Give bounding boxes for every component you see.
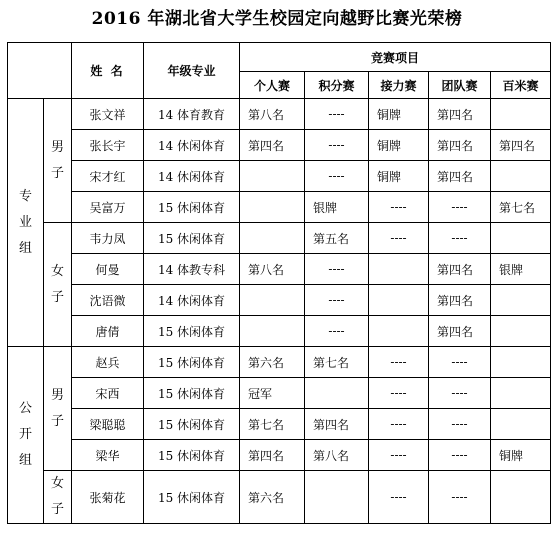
event-result: ---- xyxy=(369,223,429,254)
athlete-grade: 14 体教专科 xyxy=(144,254,240,285)
header-grade: 年级专业 xyxy=(144,43,240,99)
event-result xyxy=(491,316,551,347)
athlete-grade: 15 休闲体育 xyxy=(144,378,240,409)
athlete-name: 张菊花 xyxy=(72,471,144,524)
event-result: 第五名 xyxy=(305,223,369,254)
header-event: 积分赛 xyxy=(305,72,369,99)
athlete-name: 唐倩 xyxy=(72,316,144,347)
event-result: ---- xyxy=(305,99,369,130)
event-result: 银牌 xyxy=(305,192,369,223)
event-result: 第四名 xyxy=(429,99,491,130)
athlete-grade: 15 休闲体育 xyxy=(144,347,240,378)
event-result: 第八名 xyxy=(240,99,305,130)
table-row xyxy=(8,471,551,524)
event-result: ---- xyxy=(305,161,369,192)
event-result: 铜牌 xyxy=(491,440,551,471)
event-result xyxy=(491,285,551,316)
event-result: ---- xyxy=(429,378,491,409)
athlete-grade: 15 休闲体育 xyxy=(144,409,240,440)
athlete-grade: 14 休闲体育 xyxy=(144,285,240,316)
group-label: 公 开 组 xyxy=(8,347,44,524)
athlete-grade: 14 体育教育 xyxy=(144,99,240,130)
header-event: 接力赛 xyxy=(369,72,429,99)
athlete-name: 韦力凤 xyxy=(72,223,144,254)
event-result: ---- xyxy=(369,409,429,440)
event-result xyxy=(369,285,429,316)
event-result: ---- xyxy=(305,130,369,161)
event-result xyxy=(491,378,551,409)
athlete-name: 吴富万 xyxy=(72,192,144,223)
athlete-name: 宋西 xyxy=(72,378,144,409)
event-result xyxy=(240,192,305,223)
event-result: ---- xyxy=(429,471,491,524)
corner-cell xyxy=(8,43,72,99)
athlete-grade: 14 休闲体育 xyxy=(144,130,240,161)
event-result xyxy=(369,254,429,285)
table-row xyxy=(8,316,551,347)
table-row xyxy=(8,161,551,192)
header-event: 团队赛 xyxy=(429,72,491,99)
event-result xyxy=(491,347,551,378)
event-result: ---- xyxy=(305,285,369,316)
table-row xyxy=(8,347,551,378)
athlete-name: 张文祥 xyxy=(72,99,144,130)
event-result: 第四名 xyxy=(429,285,491,316)
event-result: 第七名 xyxy=(491,192,551,223)
event-result xyxy=(305,471,369,524)
athlete-name: 赵兵 xyxy=(72,347,144,378)
header-event: 个人赛 xyxy=(240,72,305,99)
event-result: ---- xyxy=(305,316,369,347)
table-row xyxy=(8,378,551,409)
athlete-name: 何曼 xyxy=(72,254,144,285)
event-result: ---- xyxy=(429,409,491,440)
table-row xyxy=(8,254,551,285)
event-result: 第七名 xyxy=(305,347,369,378)
event-result: 铜牌 xyxy=(369,130,429,161)
event-result xyxy=(369,316,429,347)
event-result: ---- xyxy=(429,347,491,378)
table-row xyxy=(8,440,551,471)
athlete-grade: 15 休闲体育 xyxy=(144,440,240,471)
event-result: ---- xyxy=(369,440,429,471)
table-row xyxy=(8,285,551,316)
event-result: ---- xyxy=(305,254,369,285)
page-title: 2016 年湖北省大学生校园定向越野比赛光荣榜 xyxy=(91,9,463,29)
table-row xyxy=(8,223,551,254)
event-result: 第四名 xyxy=(429,130,491,161)
athlete-name: 梁华 xyxy=(72,440,144,471)
event-result xyxy=(491,161,551,192)
event-result: ---- xyxy=(369,347,429,378)
event-result: 第七名 xyxy=(240,409,305,440)
event-result xyxy=(491,409,551,440)
event-result: 第四名 xyxy=(429,161,491,192)
header-events-group: 竞赛项目 xyxy=(240,43,551,72)
table-row xyxy=(8,130,551,161)
athlete-grade: 14 休闲体育 xyxy=(144,161,240,192)
athlete-name: 梁聪聪 xyxy=(72,409,144,440)
gender-label: 男 子 xyxy=(44,347,72,471)
gender-label: 男 子 xyxy=(44,99,72,223)
event-result xyxy=(240,223,305,254)
athlete-name: 宋才红 xyxy=(72,161,144,192)
event-result xyxy=(240,161,305,192)
event-result xyxy=(240,316,305,347)
event-result: 银牌 xyxy=(491,254,551,285)
event-result: 第四名 xyxy=(429,254,491,285)
athlete-grade: 15 休闲体育 xyxy=(144,192,240,223)
event-result: ---- xyxy=(369,192,429,223)
table-row xyxy=(8,192,551,223)
header-event: 百米赛 xyxy=(491,72,551,99)
event-result: 第六名 xyxy=(240,471,305,524)
athlete-name: 张长宇 xyxy=(72,130,144,161)
event-result: 铜牌 xyxy=(369,161,429,192)
event-result xyxy=(491,99,551,130)
honor-roll-table xyxy=(7,42,551,524)
athlete-grade: 15 休闲体育 xyxy=(144,223,240,254)
event-result xyxy=(240,285,305,316)
gender-label: 女 子 xyxy=(44,471,72,524)
table-row xyxy=(8,409,551,440)
event-result: ---- xyxy=(429,440,491,471)
event-result: 第四名 xyxy=(429,316,491,347)
header-name: 姓 名 xyxy=(72,43,144,99)
gender-label: 女 子 xyxy=(44,223,72,347)
event-result: 第四名 xyxy=(240,130,305,161)
table-row xyxy=(8,99,551,130)
group-label: 专 业 组 xyxy=(8,99,44,347)
event-result: 第四名 xyxy=(240,440,305,471)
event-result: 第四名 xyxy=(305,409,369,440)
event-result: 第八名 xyxy=(240,254,305,285)
event-result xyxy=(491,223,551,254)
event-result: 铜牌 xyxy=(369,99,429,130)
athlete-grade: 15 休闲体育 xyxy=(144,316,240,347)
event-result: 第四名 xyxy=(491,130,551,161)
event-result: ---- xyxy=(369,471,429,524)
event-result xyxy=(305,378,369,409)
athlete-grade: 15 休闲体育 xyxy=(144,471,240,524)
event-result: 第八名 xyxy=(305,440,369,471)
event-result xyxy=(491,471,551,524)
athlete-name: 沈语微 xyxy=(72,285,144,316)
event-result: ---- xyxy=(429,192,491,223)
event-result: 冠军 xyxy=(240,378,305,409)
event-result: ---- xyxy=(369,378,429,409)
event-result: ---- xyxy=(429,223,491,254)
event-result: 第六名 xyxy=(240,347,305,378)
